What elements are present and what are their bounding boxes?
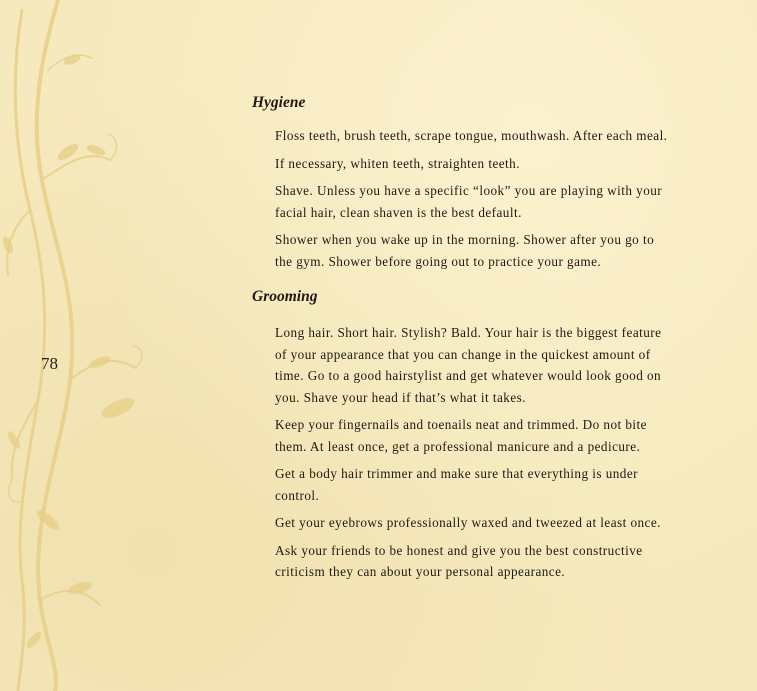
paragraph: Shave. Unless you have a specific “look” you are playing with your facial hair, clean shaven is the best default. [275,183,663,220]
section-hygiene [252,92,682,272]
paragraph: Get a body hair trimmer and make sure that everything is under control. [275,466,638,503]
page-number: 78 [41,354,58,373]
paragraph: Long hair. Short hair. Stylish? Bald. Your hair is the biggest feature of your appearance that you can change in the quickest amount of time. Go to a good hairstylist and get whatever would look good on you. Shave your head if that’s what it takes. [275,325,662,405]
section-grooming [252,286,682,583]
paragraph: Keep your fingernails and toenails neat and trimmed. Do not bite them. At least once, get a professional manicure and a pedicure. [275,417,647,454]
paragraph: Ask your friends to be honest and give you the best constructive criticism they can about your personal appearance. [275,542,643,579]
section-heading-grooming: Grooming [252,288,318,305]
paragraph: Shower when you wake up in the morning. Shower after you go to the gym. Shower before going out to practice your game. [275,232,655,269]
paragraph: If necessary, whiten teeth, straighten teeth. [275,155,520,171]
paragraph: Floss teeth, brush teeth, scrape tongue, mouthwash. After each meal. [275,128,668,143]
section-heading-hygiene: Hygiene [252,94,306,111]
paragraph: Get your eyebrows professionally waxed and tweezed at least once. [275,515,661,530]
decorative-vine [0,0,170,691]
page-content [252,92,682,589]
